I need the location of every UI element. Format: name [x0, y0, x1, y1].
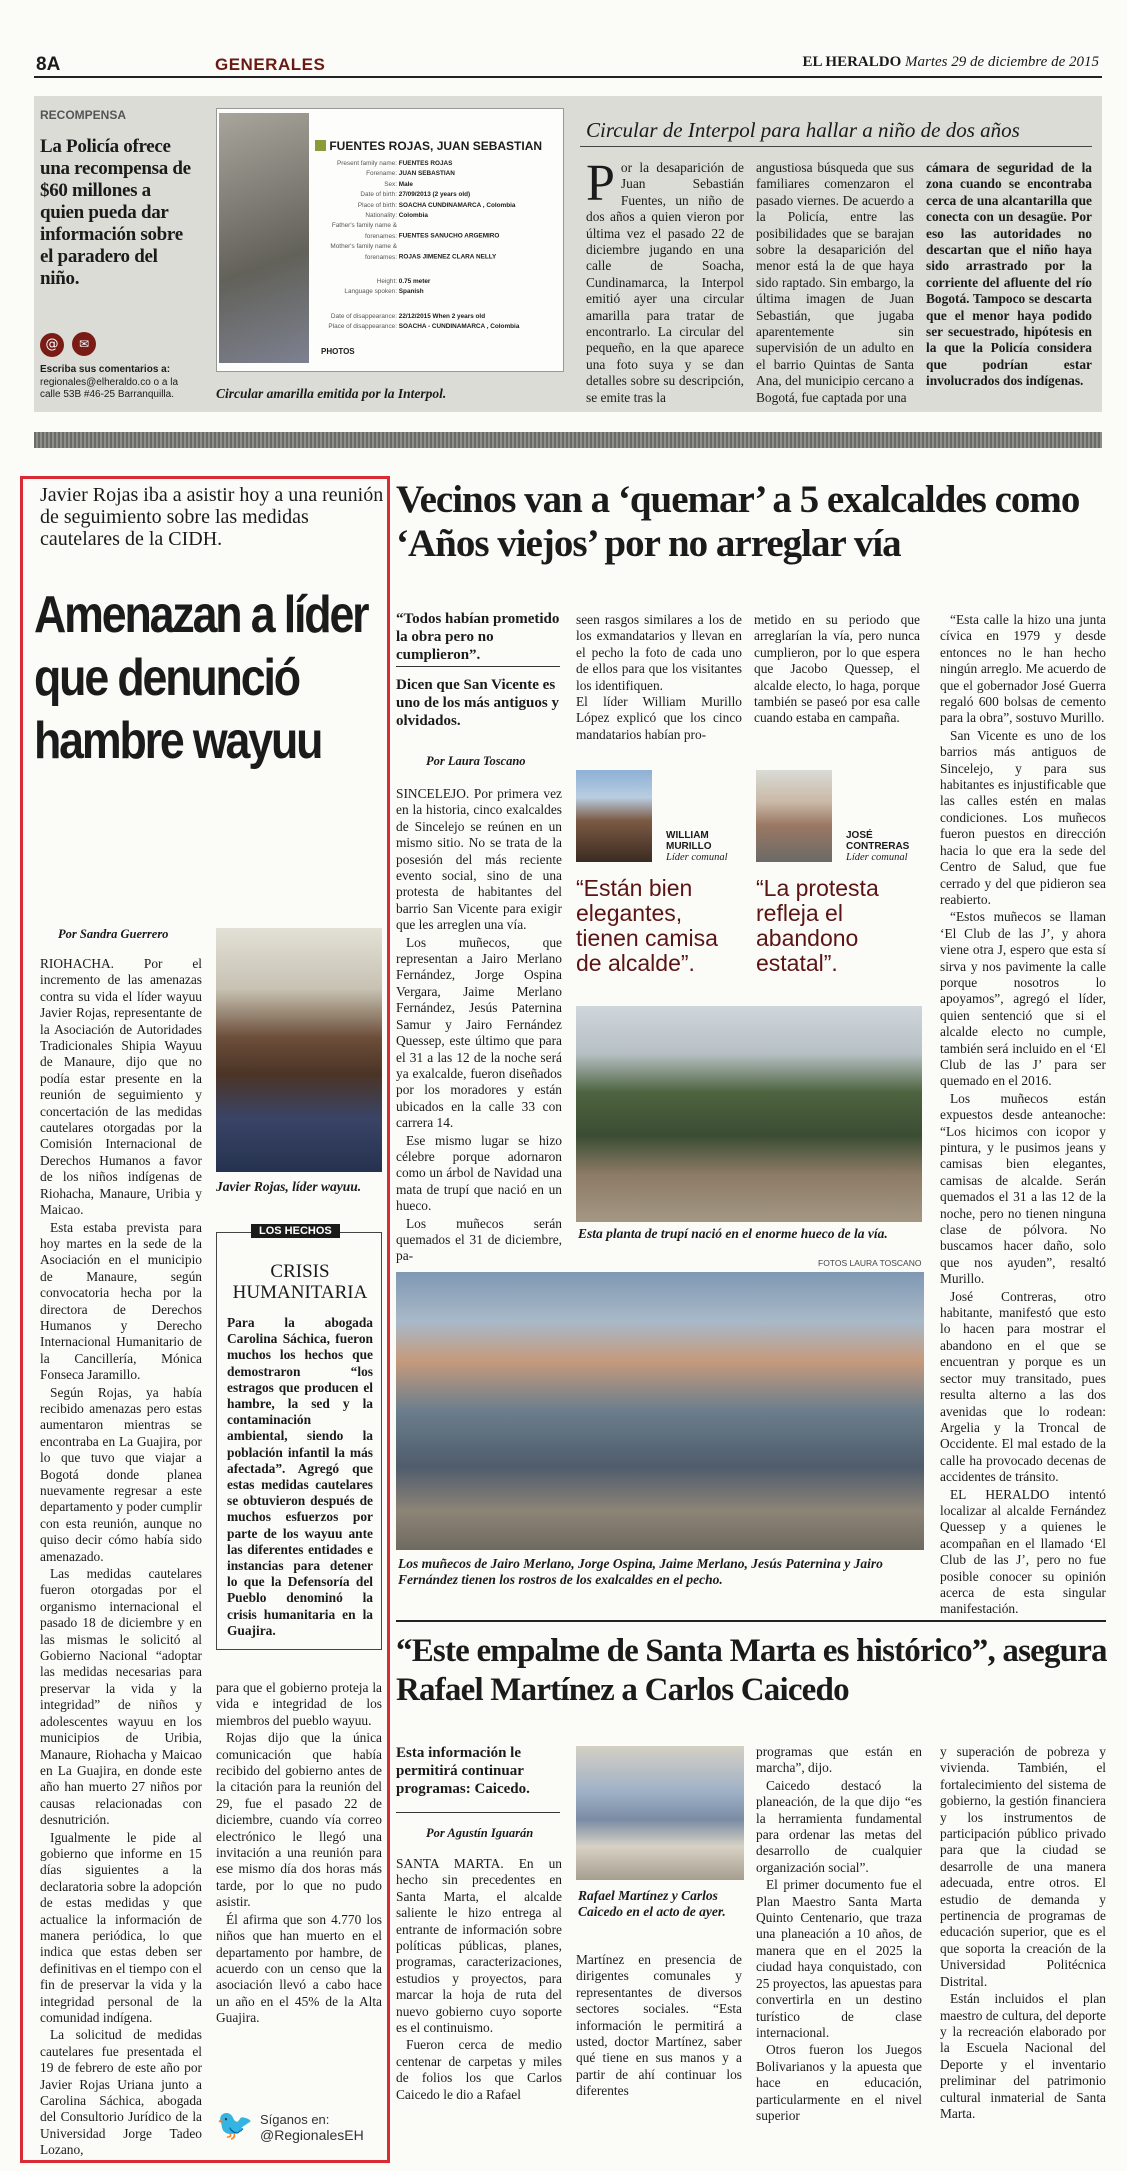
- twitter-bird-icon: 🐦: [216, 2108, 254, 2143]
- munecos-caption: Los muñecos de Jairo Merlano, Jorge Ospina, Jaime Merlano, Jesús Paternina y Jairo Fernández tienen los rostros de los exalcaldes en el pecho.: [398, 1556, 883, 1587]
- field-value: 27/09/2013 (2 years old): [398, 191, 471, 199]
- paragraph: La solicitud de medidas cautelares fue presentada el 19 de febrero de este año por Javier Rojas Uriana junto a Carolina Sáchica, abogada del Consultorio Jurídico de la Universidad Jorge Tadeo Lozano,: [40, 2027, 202, 2158]
- paragraph: Rojas dijo que la única comunicación que había recibido del gobierno antes de la citación para la reunión del 29, fue el pasado 22 de diciembre, cuando vía correo electrónico le llegó una invitación a una reunión para ese mismo día dos horas más tarde, por lo que no pudo asistir.: [216, 1730, 382, 1910]
- paragraph: San Vicente es uno de los barrios más antiguos de Sincelejo, y para sus habitantes es injustificable que las calles estén en malas condiciones. Los muñecos fueron puestos en dirección hacia lo que era la sede del Centro de Salud, que fue cerrado y del que pidieron sea reabierto.: [940, 727, 1106, 907]
- notice-caption: Circular amarilla emitida por la Interpol.: [216, 386, 447, 401]
- paragraph: Ese mismo lugar se hizo célebre porque adornaron como un árbol de Navidad una mata de trupí que nació en un hueco.: [396, 1132, 562, 1214]
- reward-icons: [40, 332, 96, 357]
- paragraph: SANTA MARTA. En un hecho sin precedentes en Santa Marta, el alcalde saliente le hizo entrega al entrante de información sobre políticas públicas, planes, programas, caracterizaciones, estudios y proyectos, para marcar la hoja de ruta del nuevo gobierno cuyo soporte es el continuismo.: [396, 1856, 562, 2036]
- contreras-photo: [756, 770, 832, 862]
- reward-text: La Policía ofrece una recompensa de $60 millones a quien pueda dar información sobre el paradero del niño.: [40, 136, 191, 289]
- paragraph: SINCELEJO. Por primera vez en la historia, cinco exalcaldes de Sincelejo se reúnen en un mismo sitio. No se trata de la posesión del más reciente evento social, sino de una protesta de habitantes del barrio San Vicente para exigir que les arreglen una vía.: [396, 786, 562, 933]
- wayuu-col-2: [216, 1680, 382, 2028]
- interpol-text-1: or la desaparición de Juan Sebastián Fuentes, un niño de dos años a quien vieron por última vez el pasado 22 de diciembre jugando en una calle de Soacha, Cundinamarca, la Interpol emitió ayer una circular amarilla para tratar de encontrarlo. La circular del pequeño, en la que aparece una foto suya y se dan detalles sobre su descripción, se emite tras la: [586, 160, 744, 405]
- paragraph: Según Rojas, ya había recibido amenazas pero estas aumentaron mientras se encontraba en La Guajira, por lo que tuvo que viajar a Bogotá donde planea nuevamente regresar a este departamento y poder cumplir con esta reunión, aunque no quiso decir cómo había sido amenazado.: [40, 1384, 202, 1564]
- notice-flag-icon: [315, 140, 326, 151]
- vecinos-pull-2: Dicen que San Vicente es uno de los más antiguos y olvidados.: [396, 677, 559, 729]
- paragraph: José Contreras, otro habitante, manifestó que esto lo hacen para mostrar el abandono en el que se encuentran y porque es un sector muy transitado, pues resulta alterno a las dos avenidas que lo rodean: Argelia y la Troncal de Occidente. El mal estado de la calle ha provocado decenas de accidentes de tránsito.: [940, 1288, 1106, 1485]
- paragraph: Esta estaba prevista para hoy martes en la sede de la Asociación en el municipio de Manaure, según convocatoria hecha por la directora de Derechos Humanos y Derecho Internacional Humanitario de la Cancillería, Mónica Fonseca Jaramillo.: [40, 1219, 202, 1383]
- field-label: Mother's family name & forenames:: [330, 243, 397, 261]
- contreras-quote: “La protesta refleja el abandono estatal”.: [756, 875, 879, 976]
- javier-caption: Javier Rojas, líder wayuu.: [216, 1179, 362, 1194]
- section-rule: [396, 1620, 1106, 1622]
- interpol-col-3: [926, 160, 1092, 390]
- field-label: Present family name:: [336, 160, 397, 167]
- interpol-col-2: angustiosa búsqueda que sus familiares comenzaron el pasado viernes. De acuerdo a la Policía, entre las posibilidades que se barajan sobre la desaparición del menor está la de que haya sido raptado. Sin embargo, la última imagen de Juan Sebastián, que jugaba aparentemente sin supervisión de un adulto en el barrio Quintas de Santa Ana, del municipio cercano a Bogotá, fue captada por una: [756, 160, 914, 405]
- field-label: Language spoken:: [344, 288, 397, 296]
- hechos-text: Para la abogada Carolina Sáchica, fueron muchos los hechos que demostraron “los estragos que producen el hambre, la sed y la contaminación ambiental, siendo la población infantil la más afectada”. Agregó que estas medidas cautelares se obtuvieron después de muchos esfuerzos por parte de los wayuu ante las diferentes entidades e instancias para detener lo que la Defensoría del Pueblo denominó la crisis humanitaria en la Guajira.: [227, 1315, 373, 1638]
- separator-band: [34, 432, 1102, 448]
- field-value: 22/12/2015 When 2 years old: [398, 312, 486, 320]
- field-value: Spanish: [398, 288, 424, 296]
- social-handle: @RegionalesEH: [260, 2127, 364, 2143]
- javier-photo: [216, 928, 382, 1172]
- empalme-photo: [576, 1746, 744, 1880]
- munecos-photo: [396, 1272, 924, 1550]
- reward-contact: [40, 364, 200, 402]
- child-photo: [219, 113, 309, 363]
- vecinos-pull-1: “Todos habían prometido la obra pero no cumplieron”.: [396, 611, 560, 663]
- paragraph: Igualmente le pide al gobierno que informe en 15 días siguientes a la declaratoria sobre la adopción de estas medidas y que actualice la información de manera periódica, lo que indica que estas deben ser definitivas en el tiempo con el fin de preservar la vida y la integridad personal de la comunidad indígena.: [40, 1829, 202, 2025]
- trupi-photo: [576, 1006, 922, 1222]
- field-value: FUENTES SANUCHO ARGEMIRO: [398, 232, 500, 240]
- murillo-role: Líder comunal: [666, 852, 728, 863]
- contact-text: regionales@elheraldo.co o a la calle 53B #46-25 Barranquilla.: [40, 376, 179, 400]
- paragraph: para que el gobierno proteja la vida e integridad de los miembros del pueblo wayuu.: [216, 1680, 382, 1728]
- paragraph: Los muñecos serán quemados el 31 de diciembre, pa-: [396, 1215, 562, 1264]
- empalme-col-4: [940, 1744, 1106, 2123]
- paragraph: EL HERALDO intentó localizar al alcalde Fernández Quessep y a quienes le acompañan en el llamado ‘El Club de las J’, pero no fue posible conocer su opinión acerca de esta singular manifestación.: [940, 1486, 1106, 1617]
- vecinos-col-1: [396, 786, 562, 1266]
- paragraph: “Esta calle la hizo una junta cívica en 1979 y desde entonces no le han hecho ningún arreglo. Me acuerdo de que el gobernador José Guerra regaló 600 bolsas de cemento para la obra”, sostuvo Murillo.: [940, 612, 1106, 726]
- paragraph: RIOHACHA. Por el incremento de las amenazas contra su vida el líder wayuu Javier Rojas, representante de la Asociación de Autoridades Tradicionales Shipia Wayuu de Manaure, dijo que no podía estar presente en la reunión de seguimiento y concertación de las medidas cautelares otorgadas por la Comisión Internacional de Derechos Humanos a favor de los niños indígenas de Riohacha, Manaure, Uribia y Maicao.: [40, 956, 202, 1218]
- photos-label: PHOTOS: [321, 347, 355, 356]
- empalme-pull-rule: [396, 1812, 560, 1813]
- photo-credit: FOTOS LAURA TOSCANO: [818, 1258, 922, 1268]
- interpol-col-1: [586, 155, 744, 406]
- header-rule: [34, 76, 1102, 78]
- interpol-title: Circular de Interpol para hallar a niño de dos años: [586, 118, 1020, 142]
- murillo-quote: “Están bien elegantes, tienen camisa de alcalde”.: [576, 875, 718, 976]
- notice-row: [315, 221, 560, 242]
- hechos-box: [216, 1225, 382, 1650]
- page-number: 8A: [36, 54, 61, 75]
- notice-row: [315, 277, 560, 287]
- social-label: Síganos en:: [260, 2112, 330, 2127]
- vecinos-headline: Vecinos van a ‘quemar’ a 5 exalcaldes como ‘Años viejos’ por no arreglar vía: [396, 478, 1080, 565]
- notice-row: [315, 322, 560, 332]
- paragraph: “Estos muñecos se llaman ‘El Club de las J’, y ahora viene otra J, espero que esta sí sirva y nos pavimente la calle porque nosotros lo apoyamos”, agregó el líder, quien sentenció que si el alcalde electo no cumple, también será incluido en el ‘El Club de las J’ para ser quemado en el 2016.: [940, 909, 1106, 1089]
- field-label: Nationality:: [365, 212, 397, 220]
- notice-name: [315, 139, 542, 153]
- empalme-caption: Rafael Martínez y Carlos Caicedo en el acto de ayer.: [578, 1888, 726, 1919]
- reward-tag: RECOMPENSA: [40, 108, 127, 122]
- notice-row: [315, 312, 560, 322]
- paragraph: El primer documento fue el Plan Maestro Santa Marta Quinto Centenario, que traza una planeación a 10 años, de manera que en el 2025 la ciudad haya conquistado, con 25 proyectos, las apuestas para convertirla en un destino turístico de clase internacional.: [756, 1877, 922, 2040]
- empalme-byline: Por Agustín Iguarán: [426, 1826, 534, 1840]
- reward-box: [40, 108, 198, 406]
- wayuu-headline: Amenazan a líder que denunció hambre wayuu: [34, 586, 368, 770]
- notice-name-text: FUENTES ROJAS, JUAN SEBASTIAN: [329, 139, 543, 153]
- issue-date: Martes 29 de diciembre de 2015: [905, 54, 1099, 70]
- notice-fields: [315, 159, 560, 333]
- field-value: SOACHA - CUNDINAMARCA , Colombia: [398, 323, 520, 331]
- vecinos-col-4: [940, 612, 1106, 1619]
- wayuu-byline: Por Sandra Guerrero: [58, 927, 169, 941]
- empalme-col-2: Martínez en presencia de dirigentes comunales y representantes de diversos sectores sociales. “Esta información le permitirá a usted, doctor Martínez, saber qué tiene en sus manos y a partir de ahí continuar los diferentes: [576, 1952, 742, 2099]
- section-name: GENERALES: [215, 55, 326, 74]
- field-value: Male: [398, 180, 413, 188]
- notice-row: [315, 169, 560, 179]
- field-value: 0.75 meter: [398, 278, 431, 286]
- wayuu-col-1: [40, 956, 202, 2160]
- vecinos-byline: Por Laura Toscano: [426, 754, 526, 768]
- notice-row: [315, 190, 560, 200]
- paragraph: programas que están en marcha”, dijo.: [756, 1744, 922, 1776]
- paragraph: y superación de pobreza y vivienda. También, el fortalecimiento del sistema de gobierno, la gestión financiera y los instrumentos de participación público privado para que la ciudad se desarrolle de una manera adecuada, entre otros. El estudio de demanda y pertinencia de programas de educación superior, que es el que soporta la creación de la Universidad Politécnica Distrital.: [940, 1744, 1106, 1989]
- empalme-col-1: [396, 1856, 562, 2104]
- field-value: ROJAS JIMENEZ CLARA NELLY: [398, 253, 497, 261]
- paragraph: Las medidas cautelares fueron otorgadas por el organismo internacional el pasado 18 de diciembre y en las mismas le solicitó al Gobierno Nacional “adoptar las medidas necesarias para preservar la vida y la integridad” de niños y adolescentes wayuu en los municipios de Uribia, Manaure, Riohacha y Maicao en La Guajira, en donde este año han muerto 27 niños por causas relacionadas con desnutrición.: [40, 1566, 202, 1828]
- interpol-text-3: cámara de seguridad de la zona cuando se encontraba cerca de una alcantarilla que conecta con un desagüe. Por eso las autoridades no descartan que el niño haya sido arrastrado por la corriente del afluente del río Bogotá. Tampoco se descarta que el menor haya podido ser secuestrado, hipótesis en la que la Policía considera que podrían estar involucrados dos indígenas.: [926, 160, 1092, 389]
- field-label: Height:: [376, 278, 397, 286]
- field-label: Sex:: [384, 180, 397, 188]
- notice-row: [315, 180, 560, 190]
- interpol-notice: [216, 108, 564, 372]
- field-label: Date of disappearance:: [330, 312, 397, 320]
- vecinos-col-3-top: metido en su periodo que arreglarían la vía, pero nunca cumplieron, por lo que espera que Jacobo Quessep, el alcalde electo, lo haga, porque también se paseó por esa calle cuando estaba en campaña.: [754, 612, 920, 726]
- empalme-col-3: [756, 1744, 922, 2125]
- paper-name: EL HERALDO: [802, 54, 902, 70]
- paragraph: Caicedo destacó la planeación, de la que dijo “es la herramienta fundamental para ordenar las metas del desarrollo de cualquier organización social”.: [756, 1777, 922, 1875]
- paragraph: Fueron cerca de medio centenar de carpetas y miles de folios los que Carlos Caicedo le dio a Rafael: [396, 2037, 562, 2102]
- notice-row: [315, 242, 560, 263]
- paragraph: Otros fueron los Juegos Bolivarianos y la apuesta que hace en educación, particularmente en el nivel superior: [756, 2042, 922, 2123]
- field-value: SOACHA CUNDINAMARCA , Colombia: [398, 201, 516, 209]
- paragraph: Están incluidos el plan maestro de cultura, del deporte y la recreación elaborado por la Escuela Nacional del Deporte y el inventario preliminar del patrimonio cultural inmaterial de Santa Marta.: [940, 1991, 1106, 2121]
- field-value: Colombia: [398, 212, 428, 220]
- hechos-title: CRISIS HUMANITARIA: [232, 1261, 368, 1303]
- at-icon[interactable]: @: [40, 333, 64, 357]
- murillo-name: WILLIAM MURILLO: [666, 830, 712, 852]
- field-value: JUAN SEBASTIAN: [398, 170, 455, 178]
- social-follow[interactable]: [216, 2108, 364, 2143]
- trupi-caption: Esta planta de trupí nació en el enorme hueco de la vía.: [578, 1226, 888, 1241]
- paragraph: Los muñecos están expuestos desde anteanoche: “Los hicimos con icopor y pintura, y le pusimos jeans y camisas bien elegantes, camisas de alcalde. Serán quemados el 31 a las 12 de la noche, pero no tienen ninguna clase de pólvora. No buscamos hacer daño, solo que nos ayuden”, resaltó Murillo.: [940, 1090, 1106, 1287]
- dropcap: P: [586, 155, 615, 212]
- field-label: Father's family name & forenames:: [331, 222, 397, 240]
- contact-label: Escriba sus comentarios a:: [40, 364, 171, 375]
- masthead: [802, 54, 1099, 71]
- murillo-photo: [576, 770, 652, 862]
- field-label: Place of disappearance:: [328, 323, 397, 331]
- field-label: Forename:: [366, 170, 397, 178]
- vecinos-col-2-top: seen rasgos similares a los de los exmandatarios y llevan en el pecho la foto de cada uno de ellos para que los visitantes los identifiquen. El líder William Murillo López explicó que los cinco mandatarios habían pro-: [576, 612, 742, 742]
- field-value: FUENTES ROJAS: [398, 160, 453, 167]
- field-label: Date of birth:: [360, 191, 397, 199]
- mail-icon[interactable]: ✉: [72, 332, 96, 356]
- hechos-tag: LOS HECHOS: [251, 1224, 340, 1238]
- notice-row: [315, 287, 560, 297]
- empalme-pull: Esta información le permitirá continuar programas: Caicedo.: [396, 1745, 530, 1797]
- contreras-role: Líder comunal: [846, 852, 908, 863]
- notice-row: [315, 159, 560, 169]
- vecinos-pull-rule: [396, 666, 560, 667]
- notice-row: [315, 211, 560, 221]
- paragraph: Él afirma que son 4.770 los niños que han muerto en el departamento por hambre, de acuerdo con un censo que la asociación llevó a cabo hace un año en el 45% de la Alta Guajira.: [216, 1911, 382, 2026]
- interpol-rule: [580, 146, 1092, 147]
- notice-row: [315, 201, 560, 211]
- empalme-headline: “Este empalme de Santa Marta es histórico”, asegura Rafael Martínez a Carlos Caicedo: [396, 1633, 1107, 1708]
- wayuu-kicker: Javier Rojas iba a asistir hoy a una reunión de seguimiento sobre las medidas cautelares de la CIDH.: [40, 484, 384, 550]
- paragraph: Los muñecos, que representan a Jairo Merlano Fernández, Jorge Ospina Vergara, Jaime Merlano Fernández, Jesús Paternina Samur y Jairo Fernández Quessep, este último que para el 31 a las 12 de la noche será ya exalcalde, fueron diseñados por los moradores y están ubicados en la calle 33 con carrera 14.: [396, 934, 562, 1131]
- field-label: Place of birth:: [357, 201, 397, 209]
- contreras-name: JOSÉ CONTRERAS: [846, 830, 910, 852]
